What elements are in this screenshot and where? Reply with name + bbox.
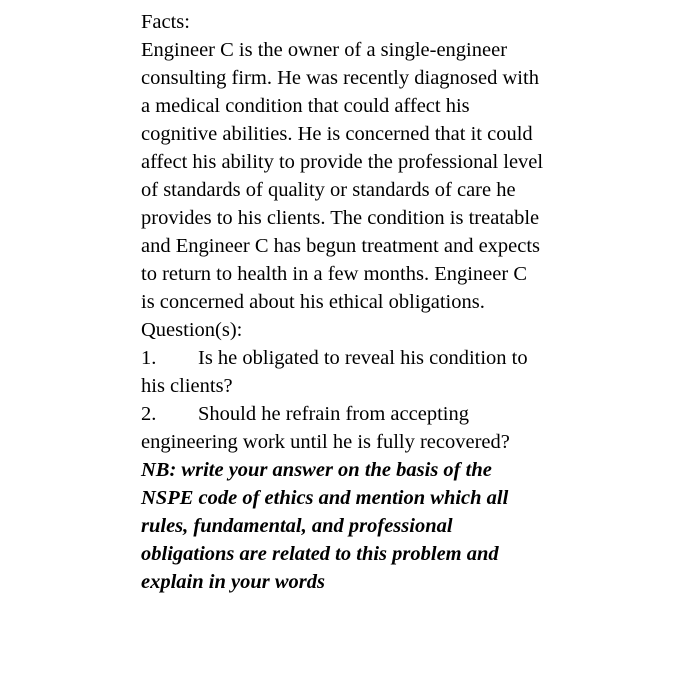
note-line: NSPE code of ethics and mention which all (141, 487, 509, 509)
facts-line: to return to health in a few months. Engineer C (141, 263, 527, 285)
note-line: obligations are related to this problem and (141, 543, 499, 565)
questions-heading: Question(s): (141, 319, 243, 341)
note-line: NB: write your answer on the basis of the (141, 459, 492, 481)
question-text: Should he refrain from accepting (198, 403, 469, 425)
facts-line: affect his ability to provide the professional level (141, 151, 544, 173)
question-number: 1. (141, 347, 157, 369)
question-item-2 (141, 400, 611, 456)
facts-line: provides to his clients. The condition is treatable (141, 207, 540, 229)
note-line: explain in your words (141, 571, 325, 593)
facts-line: and Engineer C has begun treatment and expects (141, 235, 541, 257)
question-text: Is he obligated to reveal his condition to (198, 347, 528, 369)
instruction-note (141, 456, 611, 596)
facts-line: Engineer C is the owner of a single-engineer (141, 39, 508, 61)
facts-heading: Facts: (141, 11, 190, 33)
facts-line: of standards of quality or standards of care he (141, 179, 516, 201)
question-text-continuation: his clients? (141, 375, 233, 397)
note-line: rules, fundamental, and professional (141, 515, 453, 537)
facts-paragraph (141, 36, 611, 316)
document (141, 8, 611, 596)
facts-line: cognitive abilities. He is concerned that it could (141, 123, 533, 145)
facts-line: a medical condition that could affect his (141, 95, 470, 117)
question-number: 2. (141, 403, 157, 425)
facts-line: consulting firm. He was recently diagnosed with (141, 67, 539, 89)
question-text-continuation: engineering work until he is fully recovered? (141, 431, 510, 453)
facts-line: is concerned about his ethical obligations. (141, 291, 485, 313)
question-item-1 (141, 344, 611, 400)
